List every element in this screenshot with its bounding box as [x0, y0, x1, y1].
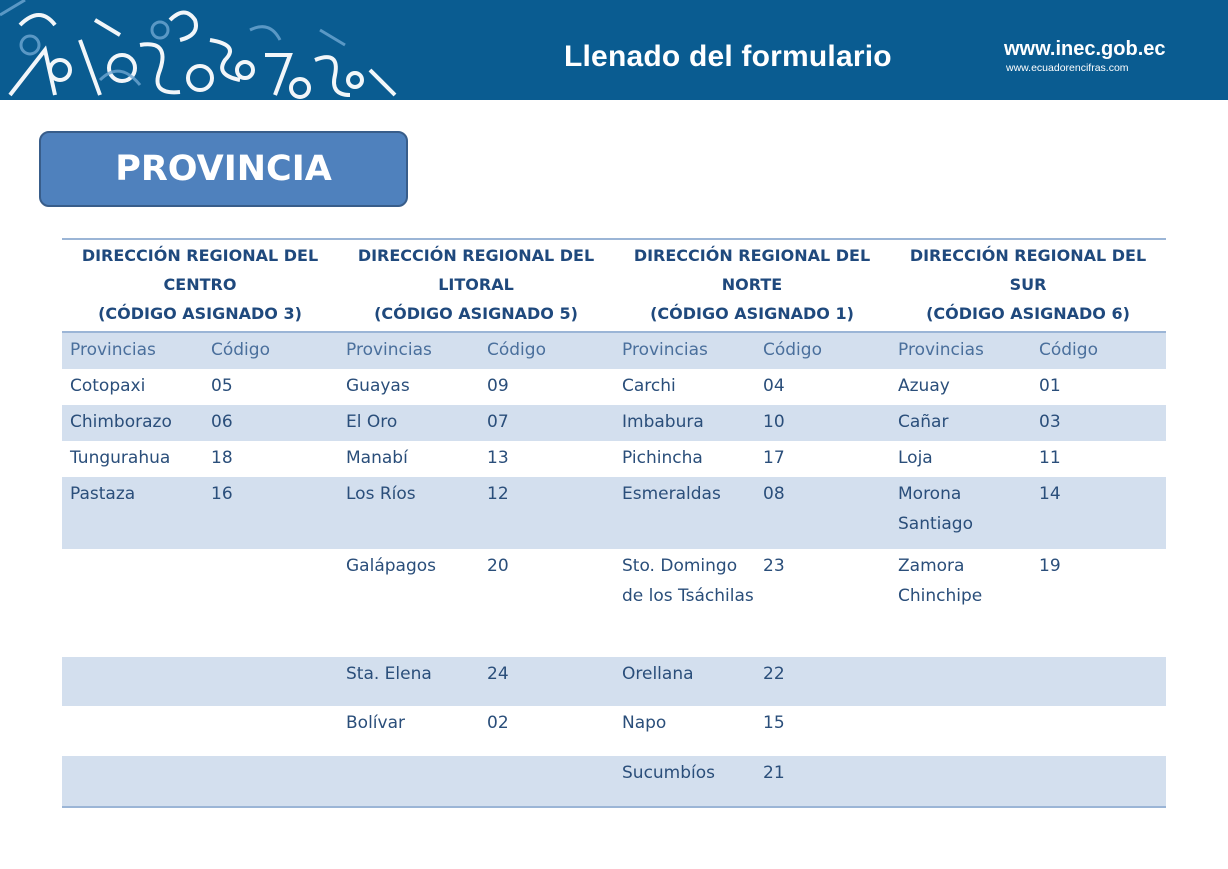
province-name-cell: [890, 659, 1031, 706]
province-code-cell: [203, 708, 338, 756]
province-name-cell: Pastaza: [70, 484, 136, 504]
province-name-cell: [890, 758, 1031, 806]
province-code-cell: 13: [487, 448, 509, 468]
province-code-cell: [1031, 659, 1166, 706]
province-name-cell: Sucumbíos: [622, 763, 716, 783]
region-header-code: (CÓDIGO ASIGNADO 1): [650, 304, 854, 323]
province-name-cell: Carchi: [622, 376, 676, 396]
province-code-cell: [203, 758, 338, 806]
province-code-cell: 22: [763, 664, 785, 684]
province-name-cell: El Oro: [346, 412, 398, 432]
table-row: [62, 756, 1166, 806]
column-header-provincias: Provincias: [898, 340, 984, 360]
province-code-cell: [1031, 758, 1166, 806]
table-row: [62, 405, 1166, 441]
province-code-cell: [479, 758, 614, 806]
province-name-cell: Azuay: [898, 376, 950, 396]
table-row: [62, 657, 1166, 706]
website-url: www.inec.gob.ec: [1004, 38, 1166, 60]
province-name-cell: Sta. Elena: [346, 664, 432, 684]
province-name-cell: Tungurahua: [70, 448, 171, 468]
province-code-cell: 09: [487, 376, 509, 396]
province-code-cell: 20: [487, 556, 509, 576]
numbers-decoration-icon: [0, 0, 400, 100]
province-code-cell: 08: [763, 484, 785, 504]
province-code-cell: [203, 659, 338, 706]
province-name-cell: Guayas: [346, 376, 410, 396]
province-name-cell: Imbabura: [622, 412, 704, 432]
table-subheader-row: [62, 333, 1166, 369]
column-header-codigo: Código: [763, 340, 822, 360]
header-banner: [0, 0, 1228, 100]
column-header-provincias: Provincias: [70, 340, 156, 360]
region-header-line: DIRECCIÓN REGIONAL DEL: [357, 246, 595, 265]
province-code-cell: 01: [1039, 376, 1061, 396]
province-name-cell: Galápagos: [346, 556, 436, 576]
province-name-cell: Los Ríos: [346, 484, 416, 504]
website-url-secondary: www.ecuadorencifras.com: [1006, 62, 1129, 74]
table-row: [62, 706, 1166, 756]
province-code-cell: 15: [763, 713, 785, 733]
column-header-provincias: Provincias: [622, 340, 708, 360]
page-title: Llenado del formulario: [564, 40, 892, 73]
province-name-cell: [890, 708, 1031, 756]
province-name-cell: [338, 758, 479, 806]
province-name-cell: Bolívar: [346, 713, 405, 733]
table-row: [62, 441, 1166, 477]
region-header: [890, 240, 1166, 331]
province-code-cell: 21: [763, 763, 785, 783]
province-code-cell: 12: [487, 484, 509, 504]
province-name-cell: Napo: [622, 713, 667, 733]
region-header-line: DIRECCIÓN REGIONAL DEL: [909, 246, 1147, 265]
province-name-cell: [62, 659, 203, 706]
column-header-provincias: Provincias: [346, 340, 432, 360]
region-header: [614, 240, 890, 331]
table-row: [62, 477, 1166, 549]
province-name-cell: Esmeraldas: [622, 484, 721, 504]
province-code-cell: 14: [1039, 484, 1061, 504]
province-code-cell: 10: [763, 412, 785, 432]
region-header-name: NORTE: [721, 275, 783, 294]
province-code-cell: 24: [487, 664, 509, 684]
province-code-cell: 11: [1039, 448, 1061, 468]
region-header-name: SUR: [1009, 275, 1047, 294]
province-code-cell: 18: [211, 448, 233, 468]
table-row: [62, 369, 1166, 405]
province-code-cell: 05: [211, 376, 233, 396]
province-name-cell: Morona Santiago: [898, 484, 973, 534]
table-header-row: [62, 240, 1166, 333]
region-header-code: (CÓDIGO ASIGNADO 6): [926, 304, 1130, 323]
region-header-name: LITORAL: [438, 275, 514, 294]
province-name-cell: [62, 708, 203, 756]
province-name-cell: [62, 758, 203, 806]
region-header-code: (CÓDIGO ASIGNADO 5): [374, 304, 578, 323]
region-header-code: (CÓDIGO ASIGNADO 3): [98, 304, 302, 323]
province-code-cell: [203, 551, 338, 657]
column-header-codigo: Código: [211, 340, 270, 360]
province-name-cell: Cañar: [898, 412, 949, 432]
province-name-cell: Orellana: [622, 664, 694, 684]
region-header: [338, 240, 614, 331]
region-header-line: DIRECCIÓN REGIONAL DEL: [81, 246, 319, 265]
provinces-table: [62, 238, 1166, 808]
province-code-cell: 17: [763, 448, 785, 468]
table-body: [62, 369, 1166, 806]
region-header-name: CENTRO: [163, 275, 237, 294]
province-name-cell: Chimborazo: [70, 412, 172, 432]
province-name-cell: [62, 551, 203, 657]
province-name-cell: Cotopaxi: [70, 376, 146, 396]
province-code-cell: 16: [211, 484, 233, 504]
province-code-cell: 23: [763, 556, 785, 576]
region-header: [62, 240, 338, 331]
province-code-cell: 07: [487, 412, 509, 432]
province-code-cell: 06: [211, 412, 233, 432]
province-code-cell: [1031, 708, 1166, 756]
province-name-cell: Zamora Chinchipe: [898, 556, 983, 606]
province-name-cell: Loja: [898, 448, 933, 468]
table-row: [62, 549, 1166, 657]
province-code-cell: 02: [487, 713, 509, 733]
region-header-line: DIRECCIÓN REGIONAL DEL: [633, 246, 871, 265]
province-code-cell: 04: [763, 376, 785, 396]
column-header-codigo: Código: [1039, 340, 1098, 360]
province-name-cell: Sto. Domingo de los Tsáchilas: [622, 556, 754, 606]
column-header-codigo: Código: [487, 340, 546, 360]
province-code-cell: 03: [1039, 412, 1061, 432]
province-code-cell: 19: [1039, 556, 1061, 576]
province-name-cell: Pichincha: [622, 448, 703, 468]
province-name-cell: Manabí: [346, 448, 408, 468]
provincia-button[interactable]: PROVINCIA: [39, 131, 408, 207]
